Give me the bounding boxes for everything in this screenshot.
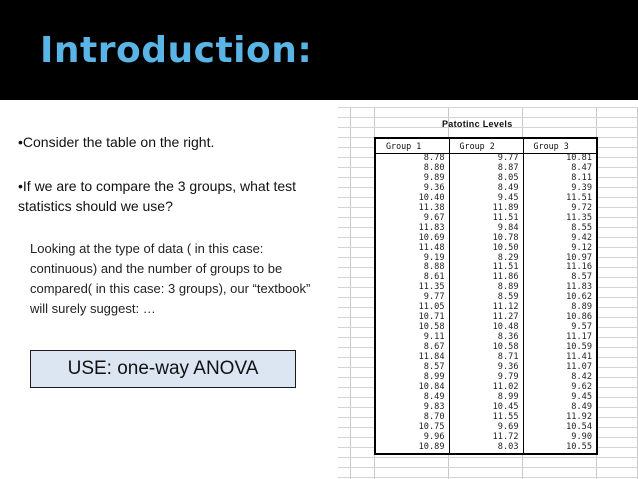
table-row	[375, 224, 597, 234]
table-cell: 10.78	[449, 234, 523, 244]
table-cell: 9.45	[523, 393, 597, 403]
table-cell: 10.71	[418, 312, 445, 323]
table-cell: 9.45	[449, 194, 523, 204]
gridline-horizontal	[338, 457, 638, 458]
table-cell: 11.55	[449, 413, 523, 423]
bullet-compare-groups: •If we are to compare the 3 groups, what test statistics should we use?	[18, 178, 297, 214]
table-cell: 9.72	[523, 204, 597, 214]
indented-explanation: Looking at the type of data ( in this case: continuous) and the number of groups to be compared( in this case: 3 groups), our “textbook” will surely suggest: …	[30, 241, 311, 316]
table-cell: 8.57	[523, 273, 597, 283]
table-cell: 8.99	[423, 371, 445, 382]
table-cell: 9.36	[449, 363, 523, 373]
table-cell: 9.69	[449, 423, 523, 433]
table-row	[375, 373, 597, 383]
table-cell: 11.12	[449, 303, 523, 313]
table-cell: 10.40	[418, 192, 445, 203]
table-cell: 11.86	[449, 273, 523, 283]
table-cell: 9.96	[423, 431, 445, 442]
table-row	[375, 383, 597, 393]
table-cell: 11.05	[418, 302, 445, 313]
table-row	[375, 283, 597, 293]
table-cell: 10.54	[523, 423, 597, 433]
table-row	[375, 273, 597, 283]
table-cell: 11.84	[418, 352, 445, 363]
table-cell: 11.51	[449, 263, 523, 273]
table-row	[375, 184, 597, 194]
table-row	[375, 323, 597, 333]
table-cell: 10.69	[418, 232, 445, 243]
table-cell: 9.89	[423, 172, 445, 183]
table-cell: 8.87	[449, 164, 523, 174]
table-row	[375, 234, 597, 244]
table-cell: 10.89	[418, 441, 445, 452]
table-cell: 9.77	[423, 292, 445, 303]
table-cell: 9.11	[423, 332, 445, 343]
table-row	[375, 363, 597, 373]
table-row	[375, 244, 597, 254]
table-row	[375, 433, 597, 443]
table-cell: 9.79	[449, 373, 523, 383]
table-row	[375, 263, 597, 273]
table-row	[375, 194, 597, 204]
table-cell: 10.58	[449, 343, 523, 353]
column-header: Group 3	[523, 138, 597, 154]
table-cell: 11.38	[418, 202, 445, 213]
table-cell: 8.11	[523, 174, 597, 184]
table-cell: 9.19	[423, 252, 445, 263]
table-cell: 8.49	[423, 391, 445, 402]
table-cell: 11.02	[449, 383, 523, 393]
table-cell: 8.89	[523, 303, 597, 313]
table-cell: 8.80	[423, 162, 445, 173]
table-cell: 9.36	[423, 182, 445, 193]
table-cell: 11.89	[449, 204, 523, 214]
table-cell: 9.62	[523, 383, 597, 393]
table-cell: 8.59	[449, 293, 523, 303]
table-row	[375, 164, 597, 174]
table-cell: 8.49	[523, 403, 597, 413]
table-cell: 9.57	[523, 323, 597, 333]
table-cell: 10.81	[523, 154, 597, 164]
slide-title: Introduction:	[40, 30, 313, 71]
table-row	[375, 293, 597, 303]
table-cell: 10.86	[523, 313, 597, 323]
bullet-consider-table: •Consider the table on the right.	[18, 134, 215, 150]
table-cell: 10.58	[418, 322, 445, 333]
gridline-horizontal	[338, 467, 638, 468]
table-row	[375, 254, 597, 264]
table-cell: 11.35	[523, 214, 597, 224]
anova-callout-box: USE: one-way ANOVA	[30, 350, 296, 388]
table-cell: 8.99	[449, 393, 523, 403]
table-cell: 10.84	[418, 381, 445, 392]
spreadsheet-image	[338, 107, 638, 479]
table-row	[375, 413, 597, 423]
table-cell: 8.78	[423, 153, 445, 163]
column-header: Group 2	[449, 138, 523, 154]
table-cell: 8.61	[423, 272, 445, 283]
data-table	[374, 137, 598, 455]
table-cell: 9.42	[523, 234, 597, 244]
slide-header	[0, 0, 638, 100]
table-cell: 11.35	[418, 282, 445, 293]
table-title: Patotinc Levels	[442, 119, 513, 129]
table-cell: 10.45	[449, 403, 523, 413]
table-header-row	[375, 138, 597, 154]
table-cell: 9.77	[449, 154, 523, 164]
table-cell: 11.51	[523, 194, 597, 204]
table-cell: 10.50	[449, 244, 523, 254]
table-row	[375, 154, 597, 164]
table-cell: 11.92	[523, 413, 597, 423]
table-row	[375, 174, 597, 184]
table-cell: 11.17	[523, 333, 597, 343]
table-cell: 8.47	[523, 164, 597, 174]
table-cell: 8.89	[449, 283, 523, 293]
gridline-vertical	[350, 107, 351, 479]
column-header: Group 1	[375, 138, 449, 154]
gridline-horizontal	[338, 117, 638, 118]
table-row	[375, 343, 597, 353]
table-row	[375, 204, 597, 214]
table-cell: 8.49	[449, 184, 523, 194]
table-cell: 8.05	[449, 174, 523, 184]
table-row	[375, 403, 597, 413]
gridline-horizontal	[338, 477, 638, 478]
table-cell: 11.72	[449, 433, 523, 443]
table-cell: 8.67	[423, 342, 445, 353]
table-cell: 9.12	[523, 244, 597, 254]
table-row	[375, 333, 597, 343]
table-cell: 10.97	[523, 254, 597, 264]
table-cell: 11.51	[449, 214, 523, 224]
table-row	[375, 303, 597, 313]
table-cell: 8.70	[423, 411, 445, 422]
table-row	[375, 423, 597, 433]
table-cell: 11.83	[523, 283, 597, 293]
table-cell: 8.55	[523, 224, 597, 234]
table-cell: 11.41	[523, 353, 597, 363]
table-cell: 8.71	[449, 353, 523, 363]
table-row	[375, 313, 597, 323]
table-cell: 11.07	[523, 363, 597, 373]
table-cell: 8.36	[449, 333, 523, 343]
table-row	[375, 443, 597, 454]
table-cell: 11.83	[418, 222, 445, 233]
table-cell: 10.62	[523, 293, 597, 303]
table-cell: 8.57	[423, 362, 445, 373]
table-cell: 8.88	[423, 262, 445, 273]
table-cell: 9.67	[423, 212, 445, 223]
table-cell: 11.48	[418, 242, 445, 253]
table-row	[375, 393, 597, 403]
table-cell: 11.27	[449, 313, 523, 323]
table-cell: 8.42	[523, 373, 597, 383]
table-cell: 9.83	[423, 401, 445, 412]
table-cell: 9.39	[523, 184, 597, 194]
gridline-horizontal	[338, 107, 638, 108]
table-body	[375, 154, 597, 454]
table-cell: 9.84	[449, 224, 523, 234]
table-cell: 10.59	[523, 343, 597, 353]
table-cell: 9.90	[523, 433, 597, 443]
table-cell: 10.55	[523, 443, 597, 454]
table-row	[375, 353, 597, 363]
table-cell: 10.75	[418, 421, 445, 432]
table-cell: 8.03	[449, 443, 523, 454]
table-cell: 11.16	[523, 263, 597, 273]
table-cell: 8.29	[449, 254, 523, 264]
table-row	[375, 214, 597, 224]
table-cell: 10.48	[449, 323, 523, 333]
